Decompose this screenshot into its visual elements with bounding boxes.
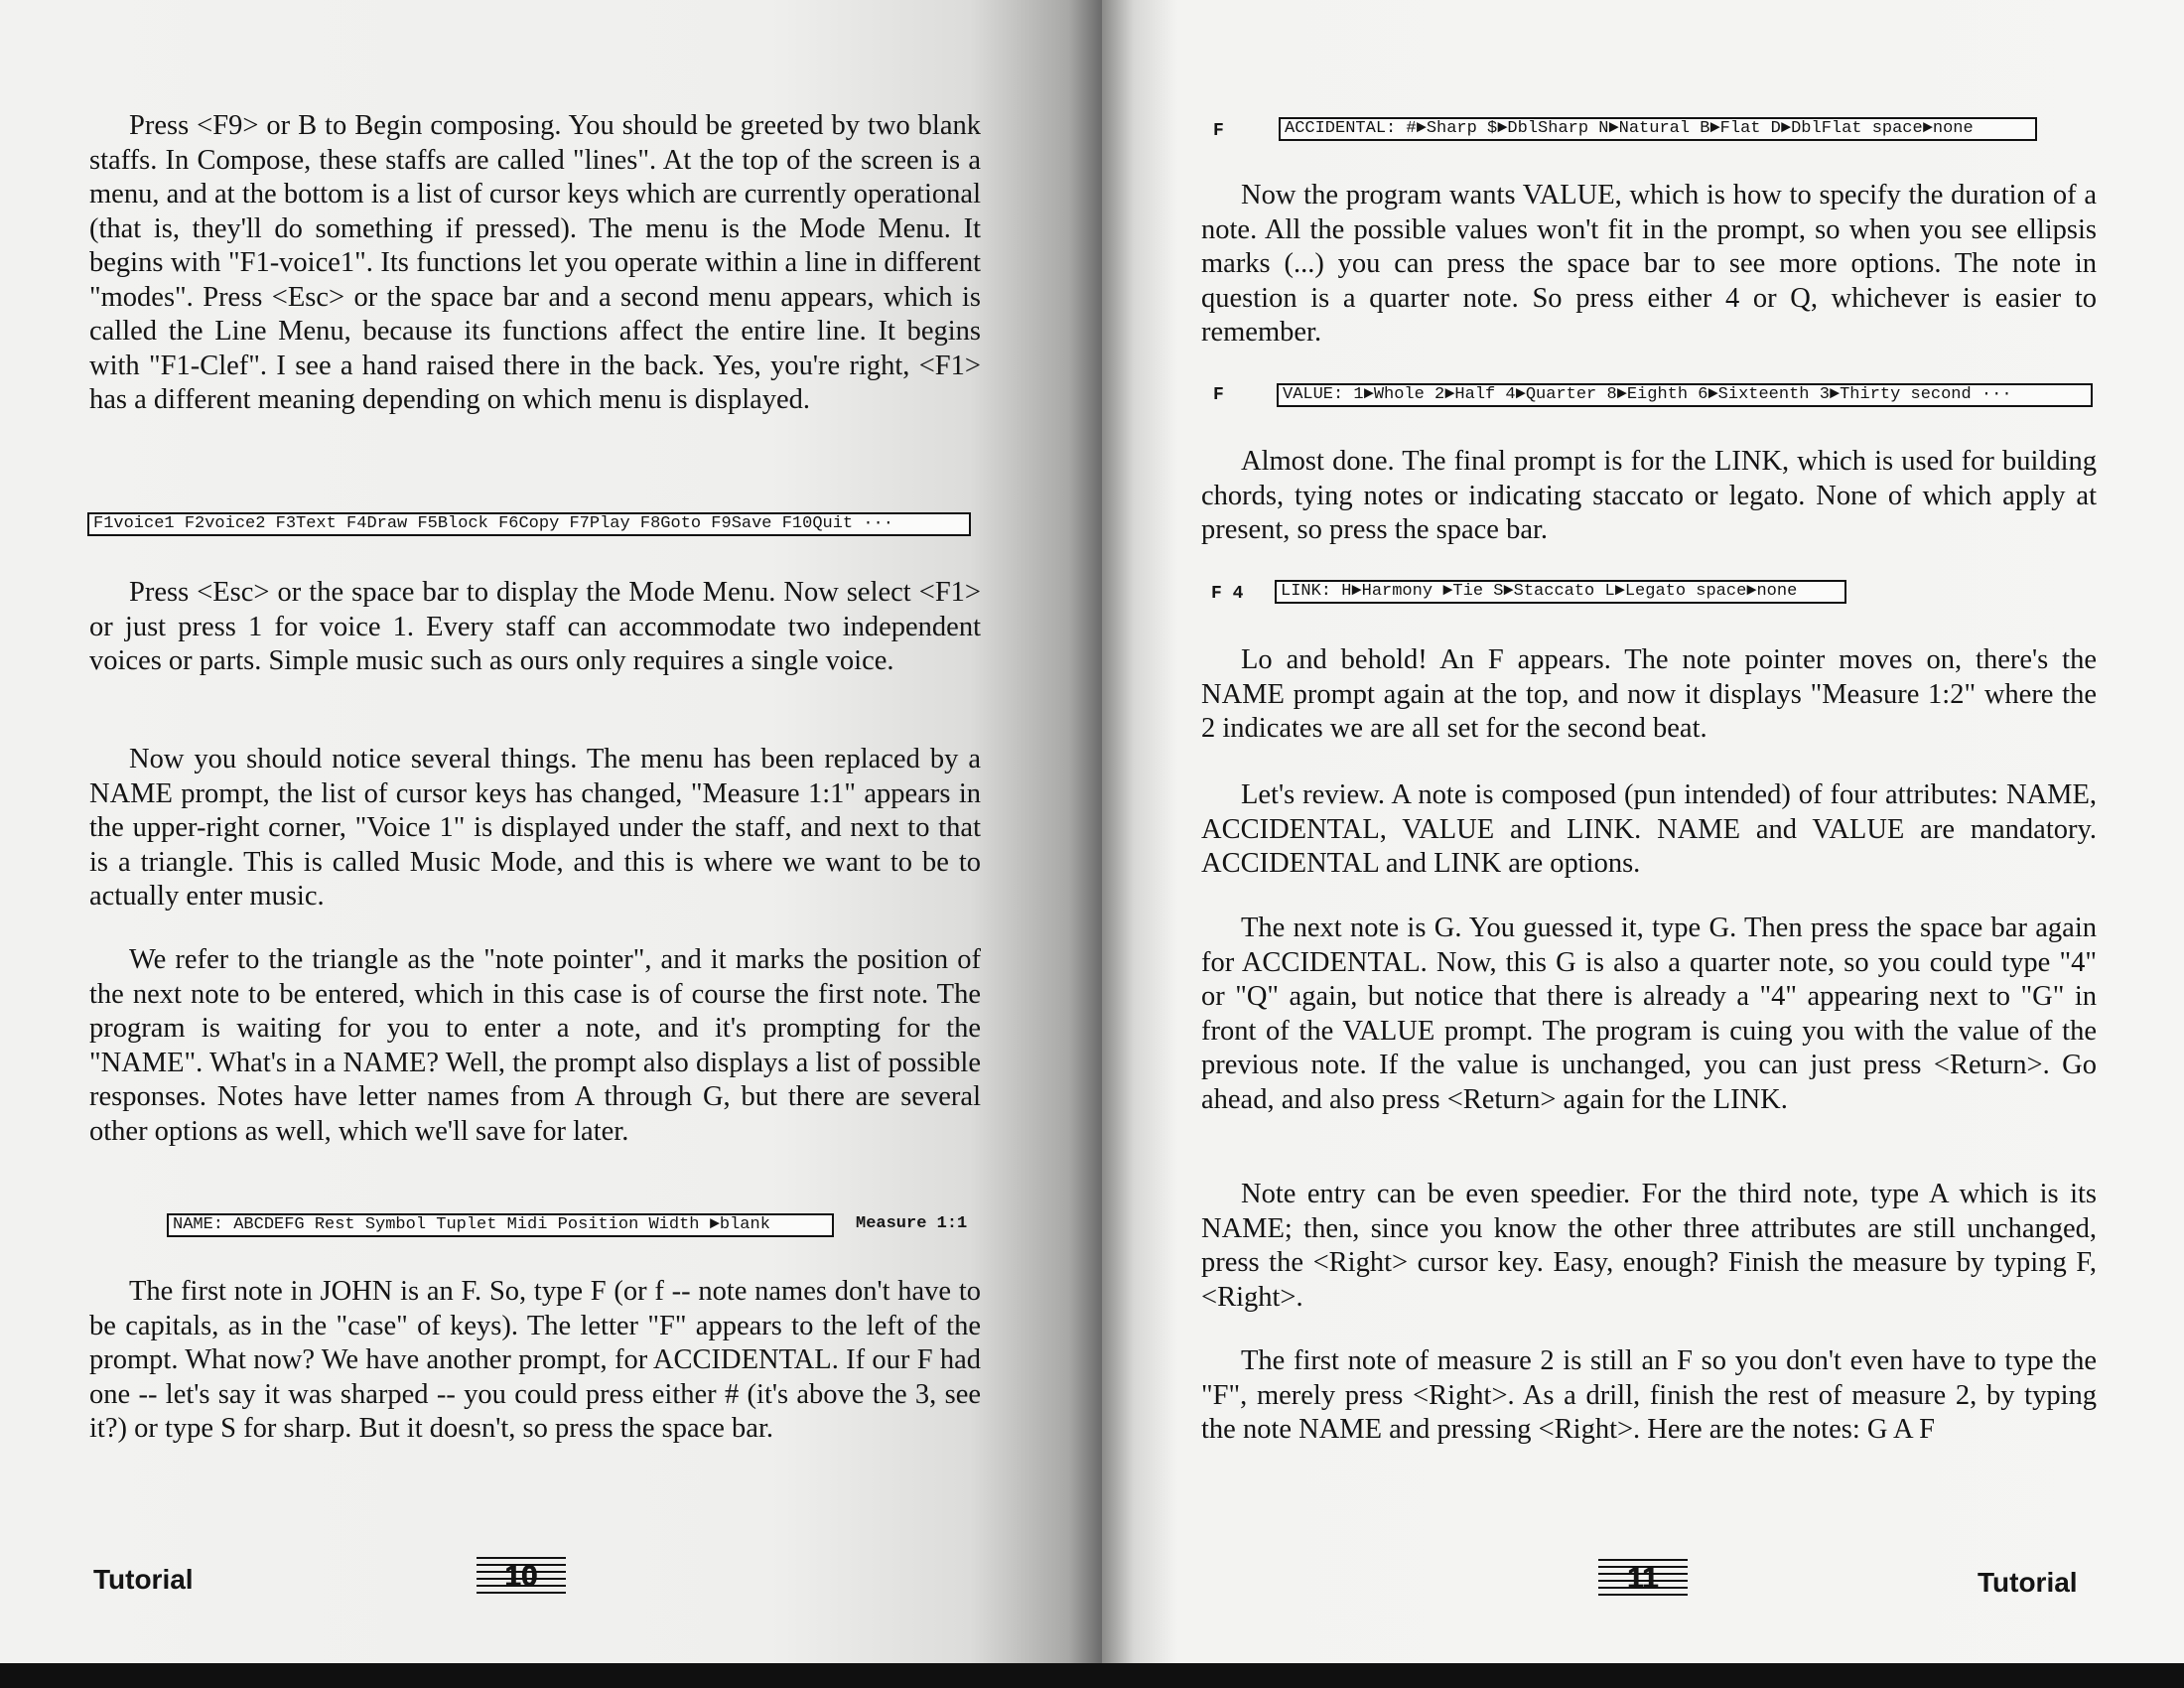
left-footer-label: Tutorial [93,1564,194,1595]
left-para-4-text: We refer to the triangle as the "note pointer", and it marks the position of the next note to be entered, which in this case is of course the first note. The program is waiting for you to enter a note, and it's prompting for the "NAME". What's in a NAME? Well, the prompt also displays a list of possible responses. Notes have letter names from A through G, but there are several other options as well, which we'll save for later. [89,944,981,1147]
mode-menu-bar [87,512,971,536]
left-para-5-text: The first note in JOHN is an F. So, type F (or f -- note names don't have to be capitals, as in the "case" of keys). The letter "F" appears to the left of the prompt. What now? We have another prompt, for ACCIDENTAL. If our F had one -- let's say it was sharped -- you could press either # (it's above the 3, see it?) or type S for sharp. But it doesn't, so press the space bar. [89,1276,981,1444]
value-prefix: F [1213,385,1224,405]
scanner-edge [0,1663,2184,1688]
left-para-1-text: Press <F9> or B to Begin composing. You should be greeted by two blank staffs. In Compose, these staffs are called "lines". At the top of the screen is a menu, and at the bottom is a list of cursor keys which are currently operational (that is, they'll do something if pressed). The menu is the Mode Menu. It begins with "F1-voice1". Its functions let you operate within a line in different "modes". Press <Esc> or the space bar and a second menu appears, which is called the Line Menu, because its functions affect the entire line. It begins with "F1-Clef". I see a hand raised there in the back. Yes, you're right, <F1> has a different meaning depending on which menu is displayed. [89,110,981,415]
link-prompt-text: LINK: H►Harmony ►Tie S►Staccato L►Legato space►none [1281,582,1798,601]
right-para-5 [1201,912,2097,1117]
name-prompt-text: NAME: ABCDEFG Rest Symbol Tuplet Midi Position Width ►blank [173,1215,770,1234]
link-prompt-bar [1275,580,1846,604]
right-page-number [1598,1559,1688,1601]
right-para-7 [1201,1344,2097,1448]
left-para-2 [89,576,981,679]
measure-indicator: Measure 1:1 [856,1214,968,1233]
right-para-7-text: The first note of measure 2 is still an F so you don't even have to type the "F", merely press <Right>. As a drill, finish the rest of measure 2, by typing the note NAME and pressing <Right>. Here are the notes: G A F [1201,1345,2097,1445]
accidental-prefix: F [1213,121,1224,141]
left-para-3-text: Now you should notice several things. The menu has been replaced by a NAME prompt, the list of cursor keys has changed, "Measure 1:1" appears in the upper-right corner, "Voice 1" is displayed under the staff, and next to that is a triangle. This is called Music Mode, and this is where we want to be to actually enter music. [89,744,981,912]
right-para-1 [1201,179,2097,351]
mode-menu-text: F1voice1 F2voice2 F3Text F4Draw F5Block F6Copy F7Play F8Goto F9Save F10Quit ··· [93,514,893,533]
left-para-4 [89,943,981,1149]
right-para-1-text: Now the program wants VALUE, which is how to specify the duration of a note. All the possible values won't fit in the prompt, so when you see ellipsis marks (...) you can press the space bar to see more options. The note in question is a quarter note. So press either 4 or Q, whichever is easier to remember. [1201,180,2097,348]
right-para-3 [1201,643,2097,747]
right-para-5-text: The next note is G. You guessed it, type G. Then press the space bar again for ACCIDENTAL. Now, this G is also a quarter note, so you could type "4" or "Q" again, but notice that there is already a "4" appearing next to "G" in front of the VALUE prompt. The program is cuing you with the value of the previous note. If the value is unchanged, you can just press <Return>. Go ahead, and also press <Return> again for the LINK. [1201,913,2097,1115]
left-page-number-text: 10 [504,1560,538,1593]
right-page-number-text: 11 [1627,1562,1659,1595]
left-para-1 [89,109,981,418]
left-para-5 [89,1275,981,1447]
right-para-6-text: Note entry can be even speedier. For the third note, type A which is its NAME; then, since you know the other three attributes are still unchanged, press the <Right> cursor key. Easy, enough? Finish the measure by typing F, <Right>. [1201,1179,2097,1313]
left-para-2-text: Press <Esc> or the space bar to display the Mode Menu. Now select <F1> or just press 1 for voice 1. Every staff can accommodate two independent voices or parts. Simple music such as ours only requires a single voice. [89,577,981,676]
name-prompt-bar [167,1213,834,1237]
right-para-2 [1201,445,2097,548]
left-para-3 [89,743,981,914]
right-para-3-text: Lo and behold! An F appears. The note pointer moves on, there's the NAME prompt again at the top, and now it displays "Measure 1:2" where the 2 indicates we are all set for the second beat. [1201,644,2097,744]
link-prefix: F 4 [1211,584,1244,604]
value-prompt-text: VALUE: 1►Whole 2►Half 4►Quarter 8►Eighth 6►Sixteenth 3►Thirty second ··· [1283,385,2012,404]
value-prompt-bar [1277,383,2093,407]
left-page-number [477,1557,566,1599]
right-footer-label: Tutorial [1978,1567,2078,1598]
accidental-prompt-text: ACCIDENTAL: #►Sharp $►DblSharp N►Natural B►Flat D►DblFlat space►none [1285,119,1974,138]
right-para-4 [1201,778,2097,882]
right-para-6 [1201,1178,2097,1315]
right-para-2-text: Almost done. The final prompt is for the LINK, which is used for building chords, tying notes or indicating staccato or legato. None of which apply at present, so press the space bar. [1201,446,2097,545]
accidental-prompt-bar [1279,117,2037,141]
right-para-4-text: Let's review. A note is composed (pun intended) of four attributes: NAME, ACCIDENTAL, VALUE and LINK. NAME and VALUE are mandatory. ACCIDENTAL and LINK are options. [1201,779,2097,879]
right-page [1102,0,2184,1688]
